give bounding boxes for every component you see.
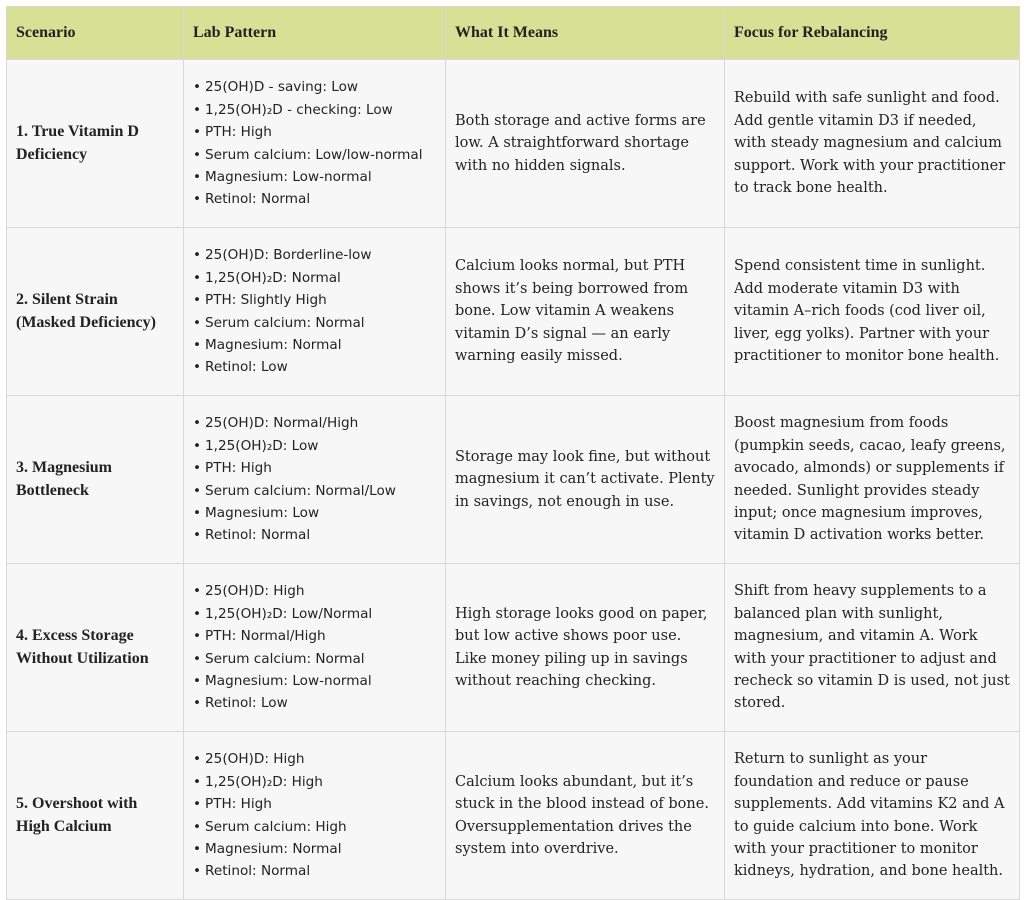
- lab-pattern-text: PTH: High: [205, 796, 272, 813]
- lab-pattern-cell: [184, 732, 446, 900]
- what-it-means-cell: High storage looks good on paper, but low active shows poor use. Like money piling up in savings without reaching checking.: [446, 564, 725, 732]
- lab-pattern-text: PTH: Slightly High: [205, 292, 327, 309]
- lab-pattern-item: [193, 244, 436, 266]
- bullet-icon: •: [193, 482, 202, 499]
- lab-pattern-text: 25(OH)D: Borderline-low: [205, 247, 372, 264]
- focus-for-rebalancing-cell: Shift from heavy supplements to a balanced plan with sunlight, magnesium, and vitamin A. Work with your practitioner to adjust and recheck so vitamin D is used, not just stored.: [725, 564, 1020, 732]
- bullet-icon: •: [193, 605, 202, 622]
- lab-pattern-text: Retinol: Normal: [205, 527, 311, 544]
- lab-pattern-text: PTH: High: [205, 460, 272, 477]
- lab-pattern-text: Retinol: Low: [205, 695, 288, 712]
- scenario-cell: 3. Magnesium Bottleneck: [7, 396, 184, 564]
- lab-pattern-item: [193, 771, 436, 793]
- table-row: [7, 60, 1020, 228]
- lab-pattern-item: [193, 524, 436, 546]
- lab-pattern-text: Serum calcium: Normal: [205, 650, 365, 667]
- lab-pattern-cell: [184, 396, 446, 564]
- lab-pattern-text: Magnesium: Normal: [205, 336, 342, 353]
- lab-pattern-item: [193, 121, 436, 143]
- table-body: [7, 60, 1020, 900]
- lab-pattern-item: [193, 166, 436, 188]
- scenario-cell: 5. Overshoot with High Calcium: [7, 732, 184, 900]
- lab-pattern-item: [193, 670, 436, 692]
- lab-pattern-text: 25(OH)D: High: [205, 583, 305, 600]
- focus-for-rebalancing-cell: Rebuild with safe sunlight and food. Add gentle vitamin D3 if needed, with steady magnesium and calcium support. Work with your practitioner to track bone health.: [725, 60, 1020, 228]
- focus-for-rebalancing-cell: Boost magnesium from foods (pumpkin seeds, cacao, leafy greens, avocado, almonds) or supplements if needed. Sunlight provides steady input; once magnesium improves, vitamin D activation works better.: [725, 396, 1020, 564]
- scenario-cell: 4. Excess Storage Without Utilization: [7, 564, 184, 732]
- lab-pattern-item: [193, 502, 436, 524]
- vitamin-d-scenarios-table: [6, 6, 1020, 900]
- bullet-icon: •: [193, 437, 202, 454]
- what-it-means-cell: Calcium looks abundant, but it’s stuck in the blood instead of bone. Oversupplementation drives the system into overdrive.: [446, 732, 725, 900]
- lab-pattern-text: 1,25(OH)₂D: High: [205, 773, 323, 790]
- lab-pattern-cell: [184, 60, 446, 228]
- lab-pattern-text: 25(OH)D - saving: Low: [205, 79, 359, 96]
- bullet-icon: •: [193, 672, 202, 689]
- lab-pattern-item: [193, 480, 436, 502]
- lab-pattern-item: [193, 648, 436, 670]
- lab-pattern-text: Serum calcium: Low/low-normal: [205, 146, 423, 163]
- lab-pattern-text: 1,25(OH)₂D: Low/Normal: [205, 605, 373, 622]
- bullet-icon: •: [193, 247, 202, 264]
- lab-pattern-item: [193, 838, 436, 860]
- header-row: [7, 7, 1020, 60]
- bullet-icon: •: [193, 751, 202, 768]
- lab-pattern-text: Retinol: Normal: [205, 863, 311, 880]
- header-focus-for-rebalancing: Focus for Rebalancing: [725, 7, 1020, 60]
- bullet-icon: •: [193, 124, 202, 141]
- lab-pattern-text: Retinol: Normal: [205, 191, 311, 208]
- lab-pattern-item: [193, 580, 436, 602]
- bullet-icon: •: [193, 168, 202, 185]
- lab-pattern-text: 25(OH)D: High: [205, 751, 305, 768]
- lab-pattern-item: [193, 356, 436, 378]
- lab-pattern-text: PTH: High: [205, 124, 272, 141]
- lab-pattern-item: [193, 457, 436, 479]
- header-scenario: Scenario: [7, 7, 184, 60]
- header-what-it-means: What It Means: [446, 7, 725, 60]
- lab-pattern-cell: [184, 228, 446, 396]
- focus-for-rebalancing-cell: Spend consistent time in sunlight. Add moderate vitamin D3 with vitamin A–rich foods (cod liver oil, liver, egg yolks). Partner with your practitioner to monitor bone health.: [725, 228, 1020, 396]
- table-row: [7, 564, 1020, 732]
- scenario-cell: 1. True Vitamin D Deficiency: [7, 60, 184, 228]
- table-row: [7, 396, 1020, 564]
- what-it-means-cell: Storage may look fine, but without magnesium it can’t activate. Plenty in savings, not enough in use.: [446, 396, 725, 564]
- lab-pattern-cell: [184, 564, 446, 732]
- lab-pattern-text: Magnesium: Low-normal: [205, 672, 372, 689]
- bullet-icon: •: [193, 79, 202, 96]
- lab-pattern-text: 25(OH)D: Normal/High: [205, 415, 359, 432]
- lab-pattern-text: Magnesium: Low: [205, 504, 320, 521]
- lab-pattern-item: [193, 144, 436, 166]
- lab-pattern-item: [193, 692, 436, 714]
- lab-pattern-item: [193, 99, 436, 121]
- lab-pattern-item: [193, 267, 436, 289]
- bullet-icon: •: [193, 840, 202, 857]
- lab-pattern-item: [193, 76, 436, 98]
- bullet-icon: •: [193, 583, 202, 600]
- bullet-icon: •: [193, 796, 202, 813]
- lab-pattern-text: PTH: Normal/High: [205, 628, 326, 645]
- lab-pattern-text: 1,25(OH)₂D - checking: Low: [205, 101, 393, 118]
- lab-pattern-item: [193, 748, 436, 770]
- lab-pattern-item: [193, 625, 436, 647]
- bullet-icon: •: [193, 504, 202, 521]
- bullet-icon: •: [193, 527, 202, 544]
- what-it-means-cell: Both storage and active forms are low. A straightforward shortage with no hidden signals.: [446, 60, 725, 228]
- table-row: [7, 732, 1020, 900]
- bullet-icon: •: [193, 863, 202, 880]
- lab-pattern-item: [193, 188, 436, 210]
- focus-for-rebalancing-cell: Return to sunlight as your foundation and reduce or pause supplements. Add vitamins K2 and A to guide calcium into bone. Work with your practitioner to monitor kidneys, hydration, and bone health.: [725, 732, 1020, 900]
- lab-pattern-item: [193, 312, 436, 334]
- bullet-icon: •: [193, 818, 202, 835]
- lab-pattern-item: [193, 435, 436, 457]
- lab-pattern-text: Serum calcium: Normal/Low: [205, 482, 396, 499]
- bullet-icon: •: [193, 101, 202, 118]
- lab-pattern-item: [193, 289, 436, 311]
- lab-pattern-text: Magnesium: Low-normal: [205, 168, 372, 185]
- table-row: [7, 228, 1020, 396]
- what-it-means-cell: Calcium looks normal, but PTH shows it’s being borrowed from bone. Low vitamin A weakens vitamin D’s signal — an early warning easily missed.: [446, 228, 725, 396]
- lab-pattern-text: Retinol: Low: [205, 359, 288, 376]
- bullet-icon: •: [193, 314, 202, 331]
- bullet-icon: •: [193, 695, 202, 712]
- bullet-icon: •: [193, 650, 202, 667]
- bullet-icon: •: [193, 359, 202, 376]
- lab-pattern-item: [193, 860, 436, 882]
- lab-pattern-text: 1,25(OH)₂D: Normal: [205, 269, 341, 286]
- bullet-icon: •: [193, 628, 202, 645]
- bullet-icon: •: [193, 146, 202, 163]
- lab-pattern-item: [193, 412, 436, 434]
- lab-pattern-item: [193, 793, 436, 815]
- bullet-icon: •: [193, 773, 202, 790]
- bullet-icon: •: [193, 336, 202, 353]
- bullet-icon: •: [193, 292, 202, 309]
- lab-pattern-text: Magnesium: Normal: [205, 840, 342, 857]
- bullet-icon: •: [193, 460, 202, 477]
- lab-pattern-item: [193, 816, 436, 838]
- bullet-icon: •: [193, 191, 202, 208]
- bullet-icon: •: [193, 269, 202, 286]
- bullet-icon: •: [193, 415, 202, 432]
- lab-pattern-item: [193, 603, 436, 625]
- header-lab-pattern: Lab Pattern: [184, 7, 446, 60]
- lab-pattern-item: [193, 334, 436, 356]
- scenario-cell: 2. Silent Strain (Masked Deficiency): [7, 228, 184, 396]
- lab-pattern-text: 1,25(OH)₂D: Low: [205, 437, 319, 454]
- lab-pattern-text: Serum calcium: High: [205, 818, 347, 835]
- lab-pattern-text: Serum calcium: Normal: [205, 314, 365, 331]
